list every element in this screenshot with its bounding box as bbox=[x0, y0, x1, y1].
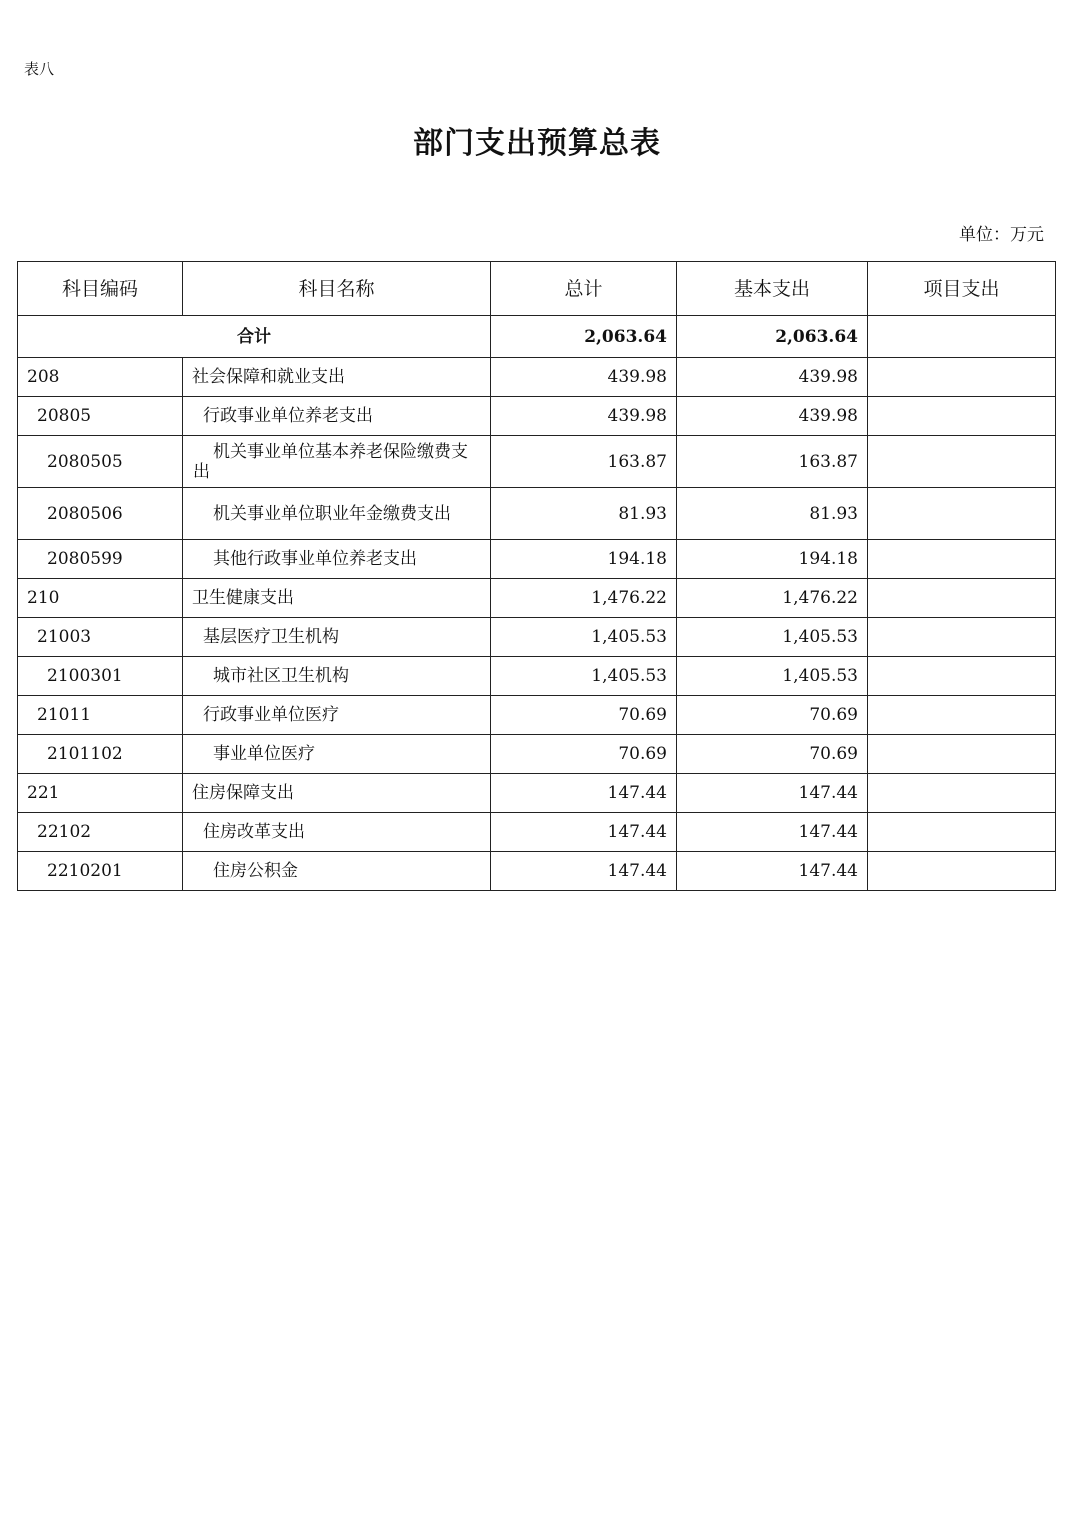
row-total: 81.93 bbox=[491, 488, 677, 540]
header-total: 总计 bbox=[491, 262, 677, 316]
row-name: 基层医疗卫生机构 bbox=[183, 618, 491, 657]
row-total: 439.98 bbox=[491, 397, 677, 436]
row-basic: 147.44 bbox=[677, 774, 868, 813]
header-basic: 基本支出 bbox=[677, 262, 868, 316]
table-row bbox=[18, 657, 1056, 696]
table-row bbox=[18, 540, 1056, 579]
row-name: 住房公积金 bbox=[183, 852, 491, 891]
row-project bbox=[868, 436, 1056, 488]
row-project bbox=[868, 852, 1056, 891]
row-basic: 1,405.53 bbox=[677, 657, 868, 696]
row-code: 21011 bbox=[18, 696, 183, 735]
row-project bbox=[868, 735, 1056, 774]
row-project bbox=[868, 358, 1056, 397]
row-project bbox=[868, 618, 1056, 657]
row-total: 147.44 bbox=[491, 852, 677, 891]
row-basic: 439.98 bbox=[677, 358, 868, 397]
row-total: 147.44 bbox=[491, 774, 677, 813]
unit-label: 单位：万元 bbox=[959, 225, 1044, 245]
total-total: 2,063.64 bbox=[491, 316, 677, 358]
total-label: 合计 bbox=[18, 316, 491, 358]
row-total: 70.69 bbox=[491, 735, 677, 774]
row-code: 2080599 bbox=[18, 540, 183, 579]
row-code: 2100301 bbox=[18, 657, 183, 696]
row-code: 221 bbox=[18, 774, 183, 813]
row-code: 20805 bbox=[18, 397, 183, 436]
header-row bbox=[18, 262, 1056, 316]
row-name: 行政事业单位医疗 bbox=[183, 696, 491, 735]
row-name: 社会保障和就业支出 bbox=[183, 358, 491, 397]
row-total: 1,405.53 bbox=[491, 657, 677, 696]
row-basic: 439.98 bbox=[677, 397, 868, 436]
row-total: 1,476.22 bbox=[491, 579, 677, 618]
table-row bbox=[18, 813, 1056, 852]
row-basic: 1,476.22 bbox=[677, 579, 868, 618]
table-row bbox=[18, 852, 1056, 891]
row-total: 70.69 bbox=[491, 696, 677, 735]
table-row bbox=[18, 358, 1056, 397]
row-name: 机关事业单位职业年金缴费支出 bbox=[183, 488, 491, 540]
total-project bbox=[868, 316, 1056, 358]
row-total: 439.98 bbox=[491, 358, 677, 397]
row-basic: 70.69 bbox=[677, 696, 868, 735]
row-basic: 147.44 bbox=[677, 852, 868, 891]
row-project bbox=[868, 540, 1056, 579]
row-name: 住房保障支出 bbox=[183, 774, 491, 813]
table-row bbox=[18, 436, 1056, 488]
row-code: 21003 bbox=[18, 618, 183, 657]
row-code: 2210201 bbox=[18, 852, 183, 891]
header-code: 科目编码 bbox=[18, 262, 183, 316]
row-code: 2080505 bbox=[18, 436, 183, 488]
row-total: 194.18 bbox=[491, 540, 677, 579]
row-basic: 70.69 bbox=[677, 735, 868, 774]
row-code: 2101102 bbox=[18, 735, 183, 774]
row-basic: 163.87 bbox=[677, 436, 868, 488]
table-row bbox=[18, 488, 1056, 540]
row-code: 210 bbox=[18, 579, 183, 618]
row-basic: 147.44 bbox=[677, 813, 868, 852]
row-project bbox=[868, 774, 1056, 813]
row-code: 2080506 bbox=[18, 488, 183, 540]
row-project bbox=[868, 579, 1056, 618]
row-project bbox=[868, 813, 1056, 852]
row-name: 机关事业单位基本养老保险缴费支出 bbox=[183, 436, 491, 488]
row-project bbox=[868, 696, 1056, 735]
row-name: 城市社区卫生机构 bbox=[183, 657, 491, 696]
total-basic: 2,063.64 bbox=[677, 316, 868, 358]
header-project: 项目支出 bbox=[868, 262, 1056, 316]
table-label: 表八 bbox=[24, 60, 55, 78]
header-name: 科目名称 bbox=[183, 262, 491, 316]
row-project bbox=[868, 488, 1056, 540]
table-row bbox=[18, 696, 1056, 735]
row-total: 163.87 bbox=[491, 436, 677, 488]
row-total: 1,405.53 bbox=[491, 618, 677, 657]
table-row bbox=[18, 397, 1056, 436]
row-name: 住房改革支出 bbox=[183, 813, 491, 852]
table-row bbox=[18, 618, 1056, 657]
table-row bbox=[18, 579, 1056, 618]
row-basic: 194.18 bbox=[677, 540, 868, 579]
row-project bbox=[868, 397, 1056, 436]
row-basic: 81.93 bbox=[677, 488, 868, 540]
row-name: 行政事业单位养老支出 bbox=[183, 397, 491, 436]
row-code: 22102 bbox=[18, 813, 183, 852]
table-row bbox=[18, 774, 1056, 813]
row-basic: 1,405.53 bbox=[677, 618, 868, 657]
total-row bbox=[18, 316, 1056, 358]
row-total: 147.44 bbox=[491, 813, 677, 852]
row-name: 其他行政事业单位养老支出 bbox=[183, 540, 491, 579]
row-project bbox=[868, 657, 1056, 696]
budget-table bbox=[17, 261, 1056, 891]
row-name: 卫生健康支出 bbox=[183, 579, 491, 618]
page-title: 部门支出预算总表 bbox=[413, 126, 661, 161]
row-code: 208 bbox=[18, 358, 183, 397]
table-row bbox=[18, 735, 1056, 774]
row-name: 事业单位医疗 bbox=[183, 735, 491, 774]
